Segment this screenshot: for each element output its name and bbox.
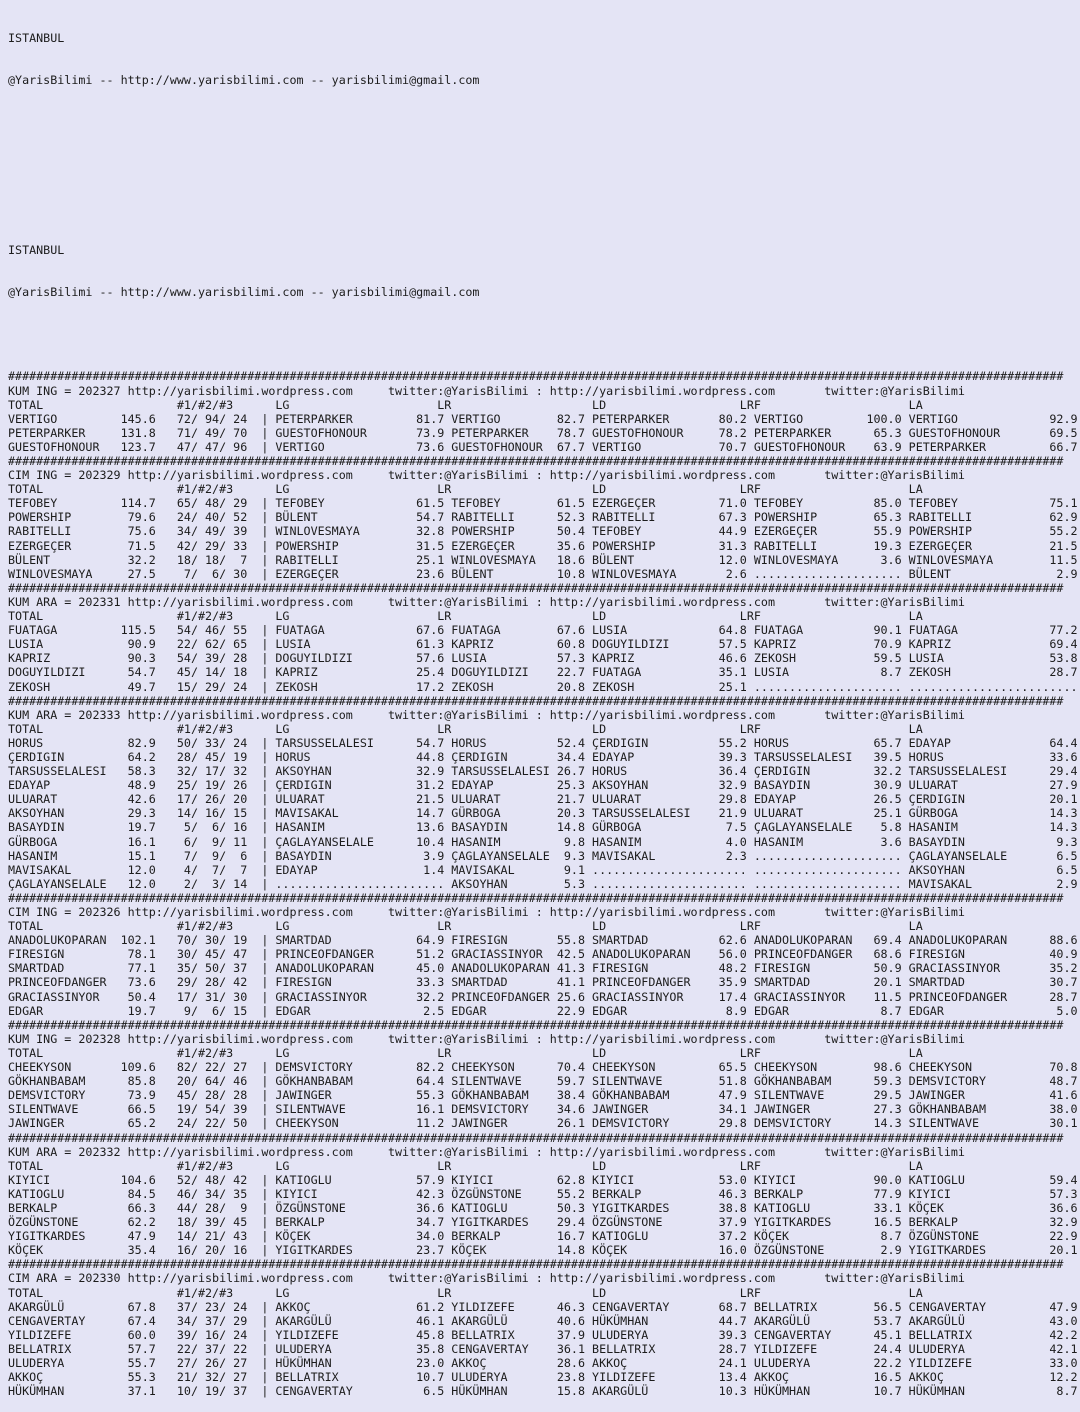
report-sections (8, 369, 1080, 1398)
horse-row: AKSOYHAN 29.3 14/ 16/ 15 | MAVISAKAL 14.7 GÜRBOGA 20.3 TARSUSSELALESI 21.9 ULUARAT 25.1 GÜRBOGA 14.3 (8, 806, 1078, 821)
horse-row: BÜLENT 32.2 18/ 18/ 7 | RABITELLI 25.1 WINLOVESMAYA 18.6 BÜLENT 12.0 WINLOVESMAYA 3.6 WINLOVESMAYA 11.5 (8, 552, 1078, 567)
horse-row: KÖÇEK 35.4 16/ 20/ 16 | YIGITKARDES 23.7 KÖÇEK 14.8 KÖÇEK 16.0 ÖZGÜNSTONE 2.9 YIGITKARDES 20.1 (8, 1243, 1078, 1258)
column-header-line: TOTAL #1/#2/#3 LG LR LD LRF LA (8, 397, 923, 412)
horse-row: CHEEKYSON 109.6 82/ 22/ 27 | DEMSVICTORY 82.2 CHEEKYSON 70.4 CHEEKYSON 65.5 CHEEKYSON 98.6 CHEEKYSON 70.8 (8, 1060, 1078, 1075)
horse-row: YILDIZEFE 60.0 39/ 16/ 24 | YILDIZEFE 45.8 BELLATRIX 37.9 ULUDERYA 39.3 CENGAVERTAY 45.1 BELLATRIX 42.2 (8, 1327, 1078, 1342)
horse-row: DEMSVICTORY 73.9 45/ 28/ 28 | JAWINGER 55.3 GÖKHANBABAM 38.4 GÖKHANBABAM 47.9 SILENTWAVE 29.5 JAWINGER 41.6 (8, 1088, 1078, 1103)
horse-row: KIYICI 104.6 52/ 48/ 42 | KATIOGLU 57.9 KIYICI 62.8 KIYICI 53.0 KIYICI 90.0 KATIOGLU 59.4 (8, 1172, 1078, 1187)
horse-row: HÜKÜMHAN 37.1 10/ 19/ 37 | CENGAVERTAY 6.5 HÜKÜMHAN 15.8 AKARGÜLÜ 10.3 HÜKÜMHAN 10.7 HÜKÜMHAN 8.7 (8, 1384, 1078, 1399)
blank-line (8, 327, 1080, 341)
horse-row: ZEKOSH 49.7 15/ 29/ 24 | ZEKOSH 17.2 ZEKOSH 20.8 ZEKOSH 25.1 ..................... ........................ (8, 679, 1078, 694)
separator-line: ###################################################################################################################################################### (8, 1257, 1064, 1272)
horse-row: TEFOBEY 114.7 65/ 48/ 29 | TEFOBEY 61.5 TEFOBEY 61.5 EZERGEÇER 71.0 TEFOBEY 85.0 TEFOBEY 75.1 (8, 496, 1078, 511)
intro-city-line: ISTANBUL (8, 242, 65, 257)
horse-row: EZERGEÇER 71.5 42/ 29/ 33 | POWERSHIP 31.5 EZERGEÇER 35.6 POWERSHIP 31.3 RABITELLI 19.3 EZERGEÇER 21.5 (8, 538, 1078, 553)
section-header-line: CIM ING = 202329 http://yarisbilimi.wordpress.com twitter:@YarisBilimi : http://yarisbilimi.wordpress.com twitter:@YarisBilimi (8, 468, 965, 483)
separator-line: ###################################################################################################################################################### (8, 1017, 1064, 1032)
horse-row: YIGITKARDES 47.9 14/ 21/ 43 | KÖÇEK 34.0 BERKALP 16.7 KATIOGLU 37.2 KÖÇEK 8.7 ÖZGÜNSTONE 22.9 (8, 1229, 1078, 1244)
horse-row: SILENTWAVE 66.5 19/ 54/ 39 | SILENTWAVE 16.1 DEMSVICTORY 34.6 JAWINGER 34.1 JAWINGER 27.3 GÖKHANBABAM 38.0 (8, 1102, 1078, 1117)
horse-row: AKKOÇ 55.3 21/ 32/ 27 | BELLATRIX 10.7 ULUDERYA 23.8 YILDIZEFE 13.4 AKKOÇ 16.5 AKKOÇ 12.2 (8, 1370, 1078, 1385)
horse-row: PETERPARKER 131.8 71/ 49/ 70 | GUESTOFHONOUR 73.9 PETERPARKER 78.7 GUESTOFHONOUR 78.2 PETERPARKER 65.3 GUESTOFHONOUR 69.5 (8, 425, 1078, 440)
section-header-line: KUM ING = 202328 http://yarisbilimi.wordpress.com twitter:@YarisBilimi : http://yarisbilimi.wordpress.com twitter:@YarisBilimi (8, 1031, 965, 1046)
horse-row: ÇERDIGIN 64.2 28/ 45/ 19 | HORUS 44.8 ÇERDIGIN 34.4 EDAYAP 39.3 TARSUSSELALESI 39.5 HORUS 33.6 (8, 749, 1078, 764)
separator-line: ###################################################################################################################################################### (8, 890, 1064, 905)
horse-row: JAWINGER 65.2 24/ 22/ 50 | CHEEKYSON 11.2 JAWINGER 26.1 DEMSVICTORY 29.8 DEMSVICTORY 14.3 SILENTWAVE 30.1 (8, 1116, 1078, 1131)
section-header-line: CIM ARA = 202330 http://yarisbilimi.wordpress.com twitter:@YarisBilimi : http://yarisbilimi.wordpress.com twitter:@YarisBilimi (8, 1271, 965, 1286)
section-header-line: KUM ARA = 202333 http://yarisbilimi.wordpress.com twitter:@YarisBilimi : http://yarisbilimi.wordpress.com twitter:@YarisBilimi (8, 707, 965, 722)
horse-row: PRINCEOFDANGER 73.6 29/ 28/ 42 | FIRESIGN 33.3 SMARTDAD 41.1 PRINCEOFDANGER 35.9 SMARTDAD 20.1 SMARTDAD 30.7 (8, 975, 1078, 990)
horse-row: CENGAVERTAY 67.4 34/ 37/ 29 | AKARGÜLÜ 46.1 AKARGÜLÜ 40.6 HÜKÜMHAN 44.7 AKARGÜLÜ 53.7 AKARGÜLÜ 43.0 (8, 1313, 1078, 1328)
horse-row: AKARGÜLÜ 67.8 37/ 23/ 24 | AKKOÇ 61.2 YILDIZEFE 46.3 CENGAVERTAY 68.7 BELLATRIX 56.5 CENGAVERTAY 47.9 (8, 1299, 1078, 1314)
horse-row: WINLOVESMAYA 27.5 7/ 6/ 30 | EZERGEÇER 23.6 BÜLENT 10.8 WINLOVESMAYA 2.6 ..................... BÜLENT 2.9 (8, 566, 1078, 581)
horse-row: BELLATRIX 57.7 22/ 37/ 22 | ULUDERYA 35.8 CENGAVERTAY 36.1 BELLATRIX 28.7 YILDIZEFE 24.4 ULUDERYA 42.1 (8, 1341, 1078, 1356)
column-header-line: TOTAL #1/#2/#3 LG LR LD LRF LA (8, 1285, 923, 1300)
separator-line: ###################################################################################################################################################### (8, 580, 1064, 595)
horse-row: LUSIA 90.9 22/ 62/ 65 | LUSIA 61.3 KAPRIZ 60.8 DOGUYILDIZI 57.5 KAPRIZ 70.9 KAPRIZ 69.4 (8, 637, 1078, 652)
horse-row: ÖZGÜNSTONE 62.2 18/ 39/ 45 | BERKALP 34.7 YIGITKARDES 29.4 ÖZGÜNSTONE 37.9 YIGITKARDES 16.5 BERKALP 32.9 (8, 1215, 1078, 1230)
separator-line: ###################################################################################################################################################### (8, 1130, 1064, 1145)
column-header-line: TOTAL #1/#2/#3 LG LR LD LRF LA (8, 482, 923, 497)
horse-row: GRACIASSINYOR 50.4 17/ 31/ 30 | GRACIASSINYOR 32.2 PRINCEOFDANGER 25.6 GRACIASSINYOR 17.4 GRACIASSINYOR 11.5 PRINCEOFDANGER 28.7 (8, 989, 1078, 1004)
horse-row: FIRESIGN 78.1 30/ 45/ 47 | PRINCEOFDANGER 51.2 GRACIASSINYOR 42.5 ANADOLUKOPARAN 56.0 PRINCEOFDANGER 68.6 FIRESIGN 40.9 (8, 947, 1078, 962)
horse-row: DOGUYILDIZI 54.7 45/ 14/ 18 | KAPRIZ 25.4 DOGUYILDIZI 22.7 FUATAGA 35.1 LUSIA 8.7 ZEKOSH 28.7 (8, 665, 1078, 680)
horse-row: EDGAR 19.7 9/ 6/ 15 | EDGAR 2.5 EDGAR 22.9 EDGAR 8.9 EDGAR 8.7 EDGAR 5.0 (8, 1003, 1078, 1018)
section-header-line: KUM ARA = 202332 http://yarisbilimi.wordpress.com twitter:@YarisBilimi : http://yarisbilimi.wordpress.com twitter:@YarisBilimi (8, 1144, 965, 1159)
horse-row: SMARTDAD 77.1 35/ 50/ 37 | ANADOLUKOPARAN 45.0 ANADOLUKOPARAN 41.3 FIRESIGN 48.2 FIRESIGN 50.9 GRACIASSINYOR 35.2 (8, 961, 1078, 976)
blank-line (8, 200, 1080, 214)
column-header-line: TOTAL #1/#2/#3 LG LR LD LRF LA (8, 721, 923, 736)
horse-row: BASAYDIN 19.7 5/ 6/ 16 | HASANIM 13.6 BASAYDIN 14.8 GÜRBOGA 7.5 ÇAGLAYANSELALE 5.8 HASANIM 14.3 (8, 820, 1078, 835)
horse-row: ANADOLUKOPARAN 102.1 70/ 30/ 19 | SMARTDAD 64.9 FIRESIGN 55.8 SMARTDAD 62.6 ANADOLUKOPARAN 69.4 ANADOLUKOPARAN 88.6 (8, 933, 1078, 948)
column-header-line: TOTAL #1/#2/#3 LG LR LD LRF LA (8, 919, 923, 934)
column-header-line: TOTAL #1/#2/#3 LG LR LD LRF LA (8, 1045, 923, 1060)
separator-line: ###################################################################################################################################################### (8, 693, 1064, 708)
intro-city-line: ISTANBUL (8, 31, 65, 46)
separator-line: ###################################################################################################################################################### (8, 369, 1064, 384)
intro-contact-line: @YarisBilimi -- http://www.yarisbilimi.com -- yarisbilimi@gmail.com (8, 73, 480, 88)
horse-row: EDAYAP 48.9 25/ 19/ 26 | ÇERDIGIN 31.2 EDAYAP 25.3 AKSOYHAN 32.9 BASAYDIN 30.9 ULUARAT 27.9 (8, 778, 1078, 793)
horse-row: KAPRIZ 90.3 54/ 39/ 28 | DOGUYILDIZI 57.6 LUSIA 57.3 KAPRIZ 46.6 ZEKOSH 59.5 LUSIA 53.8 (8, 651, 1078, 666)
horse-row: VERTIGO 145.6 72/ 94/ 24 | PETERPARKER 81.7 VERTIGO 82.7 PETERPARKER 80.2 VERTIGO 100.0 VERTIGO 92.9 (8, 411, 1078, 426)
horse-row: GUESTOFHONOUR 123.7 47/ 47/ 96 | VERTIGO 73.6 GUESTOFHONOUR 67.7 VERTIGO 70.7 GUESTOFHONOUR 63.9 PETERPARKER 66.7 (8, 439, 1078, 454)
section-header-line: KUM ARA = 202331 http://yarisbilimi.wordpress.com twitter:@YarisBilimi : http://yarisbilimi.wordpress.com twitter:@YarisBilimi (8, 594, 965, 609)
horse-row: GÖKHANBABAM 85.8 20/ 64/ 46 | GÖKHANBABAM 64.4 SILENTWAVE 59.7 SILENTWAVE 51.8 GÖKHANBABAM 59.3 DEMSVICTORY 48.7 (8, 1074, 1078, 1089)
intro-contact-line: @YarisBilimi -- http://www.yarisbilimi.com -- yarisbilimi@gmail.com (8, 284, 480, 299)
horse-row: FUATAGA 115.5 54/ 46/ 55 | FUATAGA 67.6 FUATAGA 67.6 LUSIA 64.8 FUATAGA 90.1 FUATAGA 77.2 (8, 623, 1078, 638)
horse-row: ULUDERYA 55.7 27/ 26/ 27 | HÜKÜMHAN 23.0 AKKOÇ 28.6 AKKOÇ 24.1 ULUDERYA 22.2 YILDIZEFE 33.0 (8, 1356, 1078, 1370)
column-header-line: TOTAL #1/#2/#3 LG LR LD LRF LA (8, 1158, 923, 1173)
separator-line: ###################################################################################################################################################### (8, 454, 1064, 468)
column-header-line: TOTAL #1/#2/#3 LG LR LD LRF LA (8, 609, 923, 624)
blank-line (8, 158, 1080, 172)
horse-row: ÇAGLAYANSELALE 12.0 2/ 3/ 14 | ........................ AKSOYHAN 5.3 ...................... ..................... MAVISAKAL 2.9 (8, 876, 1078, 891)
horse-row: ULUARAT 42.6 17/ 26/ 20 | ULUARAT 21.5 ULUARAT 21.7 ULUARAT 29.8 EDAYAP 26.5 ÇERDIGIN 20.1 (8, 792, 1078, 807)
horse-row: KATIOGLU 84.5 46/ 34/ 35 | KIYICI 42.3 ÖZGÜNSTONE 55.2 BERKALP 46.3 BERKALP 77.9 KIYICI 57.3 (8, 1186, 1078, 1201)
blank-line (8, 116, 1080, 130)
horse-row: RABITELLI 75.6 34/ 49/ 39 | WINLOVESMAYA 32.8 POWERSHIP 50.4 TEFOBEY 44.9 EZERGEÇER 55.9 POWERSHIP 55.2 (8, 524, 1078, 539)
horse-row: GÜRBOGA 16.1 6/ 9/ 11 | ÇAGLAYANSELALE 10.4 HASANIM 9.8 HASANIM 4.0 HASANIM 3.6 BASAYDIN 9.3 (8, 834, 1078, 849)
horse-row: HORUS 82.9 50/ 33/ 24 | TARSUSSELALESI 54.7 HORUS 52.4 ÇERDIGIN 55.2 HORUS 65.7 EDAYAP 64.4 (8, 735, 1078, 750)
horse-row: TARSUSSELALESI 58.3 32/ 17/ 32 | AKSOYHAN 32.9 TARSUSSELALESI 26.7 HORUS 36.4 ÇERDIGIN 32.2 TARSUSSELALESI 29.4 (8, 764, 1078, 779)
horse-row: POWERSHIP 79.6 24/ 40/ 52 | BÜLENT 54.7 RABITELLI 52.3 RABITELLI 67.3 POWERSHIP 65.3 RABITELLI 62.9 (8, 510, 1078, 525)
horse-row: MAVISAKAL 12.0 4/ 7/ 7 | EDAYAP 1.4 MAVISAKAL 9.1 ...................... ..................... AKSOYHAN 6.5 (8, 862, 1078, 877)
horse-row: BERKALP 66.3 44/ 28/ 9 | ÖZGÜNSTONE 36.6 KATIOGLU 50.3 YIGITKARDES 38.8 KATIOGLU 33.1 KÖÇEK 36.6 (8, 1200, 1078, 1215)
section-header-line: KUM ING = 202327 http://yarisbilimi.wordpress.com twitter:@YarisBilimi : http://yarisbilimi.wordpress.com twitter:@YarisBilimi (8, 383, 965, 398)
section-header-line: CIM ING = 202326 http://yarisbilimi.wordpress.com twitter:@YarisBilimi : http://yarisbilimi.wordpress.com twitter:@YarisBilimi (8, 905, 965, 919)
horse-row: HASANIM 15.1 7/ 9/ 6 | BASAYDIN 3.9 ÇAGLAYANSELALE 9.3 MAVISAKAL 2.3 ..................... ÇAGLAYANSELALE 6.5 (8, 848, 1078, 863)
